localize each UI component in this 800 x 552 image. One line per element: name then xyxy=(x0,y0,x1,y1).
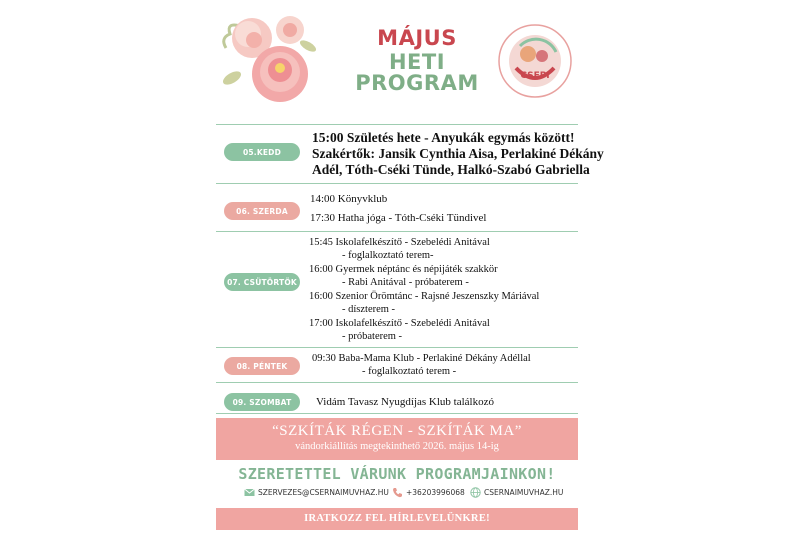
title-month: MÁJUS xyxy=(377,26,457,50)
exhibition-subtitle: vándorkiállítás megtekinthető 2026. május 14-ig xyxy=(295,441,499,452)
event-line: 16:00 Gyermek néptánc és népijáték szakkör xyxy=(309,264,498,275)
welcome-text: SZERETETTEL VÁRUNK PROGRAMJAINKON! xyxy=(238,465,556,483)
event-line: 14:00 Könyvklub xyxy=(310,193,388,205)
day-badge-thursday: 07. CSÜTÖRTÖK xyxy=(224,273,300,291)
globe-icon xyxy=(470,487,481,498)
peony-flowers-illustration xyxy=(218,8,323,108)
divider xyxy=(216,382,578,383)
divider xyxy=(216,231,578,232)
contact-phone[interactable] xyxy=(392,487,465,498)
divider xyxy=(216,413,578,414)
event-line: 17:30 Hatha jóga - Tóth-Cséki Tündivel xyxy=(310,212,487,224)
divider xyxy=(216,183,578,184)
event-line: 09:30 Baba-Mama Klub - Perlakiné Dékány Adéllal xyxy=(312,353,531,364)
event-line: Adél, Tóth-Cséki Tünde, Halkó-Szabó Gabriella xyxy=(312,162,590,177)
event-line: 15:45 Iskolafelkészítő - Szebelédi Anitával xyxy=(309,237,490,248)
program-title xyxy=(332,28,502,94)
day-badge-wednesday: 06. SZERDA xyxy=(224,202,300,220)
contact-email[interactable] xyxy=(244,487,389,498)
event-line: 16:00 Szenior Örömtánc - Rajsné Jeszenszky Máriával xyxy=(309,291,540,302)
csepi-logo xyxy=(496,22,574,100)
newsletter-footer[interactable]: IRATKOZZ FEL HÍRLEVELÜNKRE! REGISZTRÁCIÓ@CSERNAIMUVHAZ.HU xyxy=(216,508,578,530)
contact-bar xyxy=(244,487,574,501)
event-line: - díszterem - xyxy=(342,304,396,315)
contact-website[interactable] xyxy=(470,487,563,498)
program-poster xyxy=(206,0,604,546)
event-line: Vidám Tavasz Nyugdíjas Klub találkozó xyxy=(316,396,494,408)
day-badge-tuesday: 05.KEDD xyxy=(224,143,300,161)
email-icon xyxy=(244,487,255,498)
exhibition-banner xyxy=(216,418,578,460)
title-weekly-program: HETI PROGRAM xyxy=(355,50,479,95)
logo-wordmark: CSEPI xyxy=(520,71,550,81)
website-text: CSERNAIMUVHAZ.HU xyxy=(484,488,564,497)
day-badge-friday: 08. PÉNTEK xyxy=(224,357,300,375)
event-line: - Rabi Anitával - próbaterem - xyxy=(342,277,469,288)
exhibition-title: “SZKÍTÁK RÉGEN - SZKÍTÁK MA” xyxy=(272,423,522,439)
phone-text: +36203996068 xyxy=(406,488,465,497)
day-badge-saturday: 09. SZOMBAT xyxy=(224,393,300,411)
event-line: Szakértők: Jansik Cynthia Aisa, Perlakiné Dékány xyxy=(312,146,604,161)
event-line: 17:00 Iskolafelkészítő - Szebelédi Anitával xyxy=(309,318,490,329)
event-line: - foglalkoztató terem- xyxy=(342,250,434,261)
event-line: - foglalkoztató terem - xyxy=(362,366,457,377)
divider xyxy=(216,347,578,348)
email-text: SZERVEZES@CSERNAIMUVHAZ.HU xyxy=(258,488,389,497)
phone-icon xyxy=(392,487,403,498)
event-line: - próbaterem - xyxy=(342,331,403,342)
divider xyxy=(216,124,578,125)
event-line: 15:00 Születés hete - Anyukák egymás között! xyxy=(312,130,575,145)
